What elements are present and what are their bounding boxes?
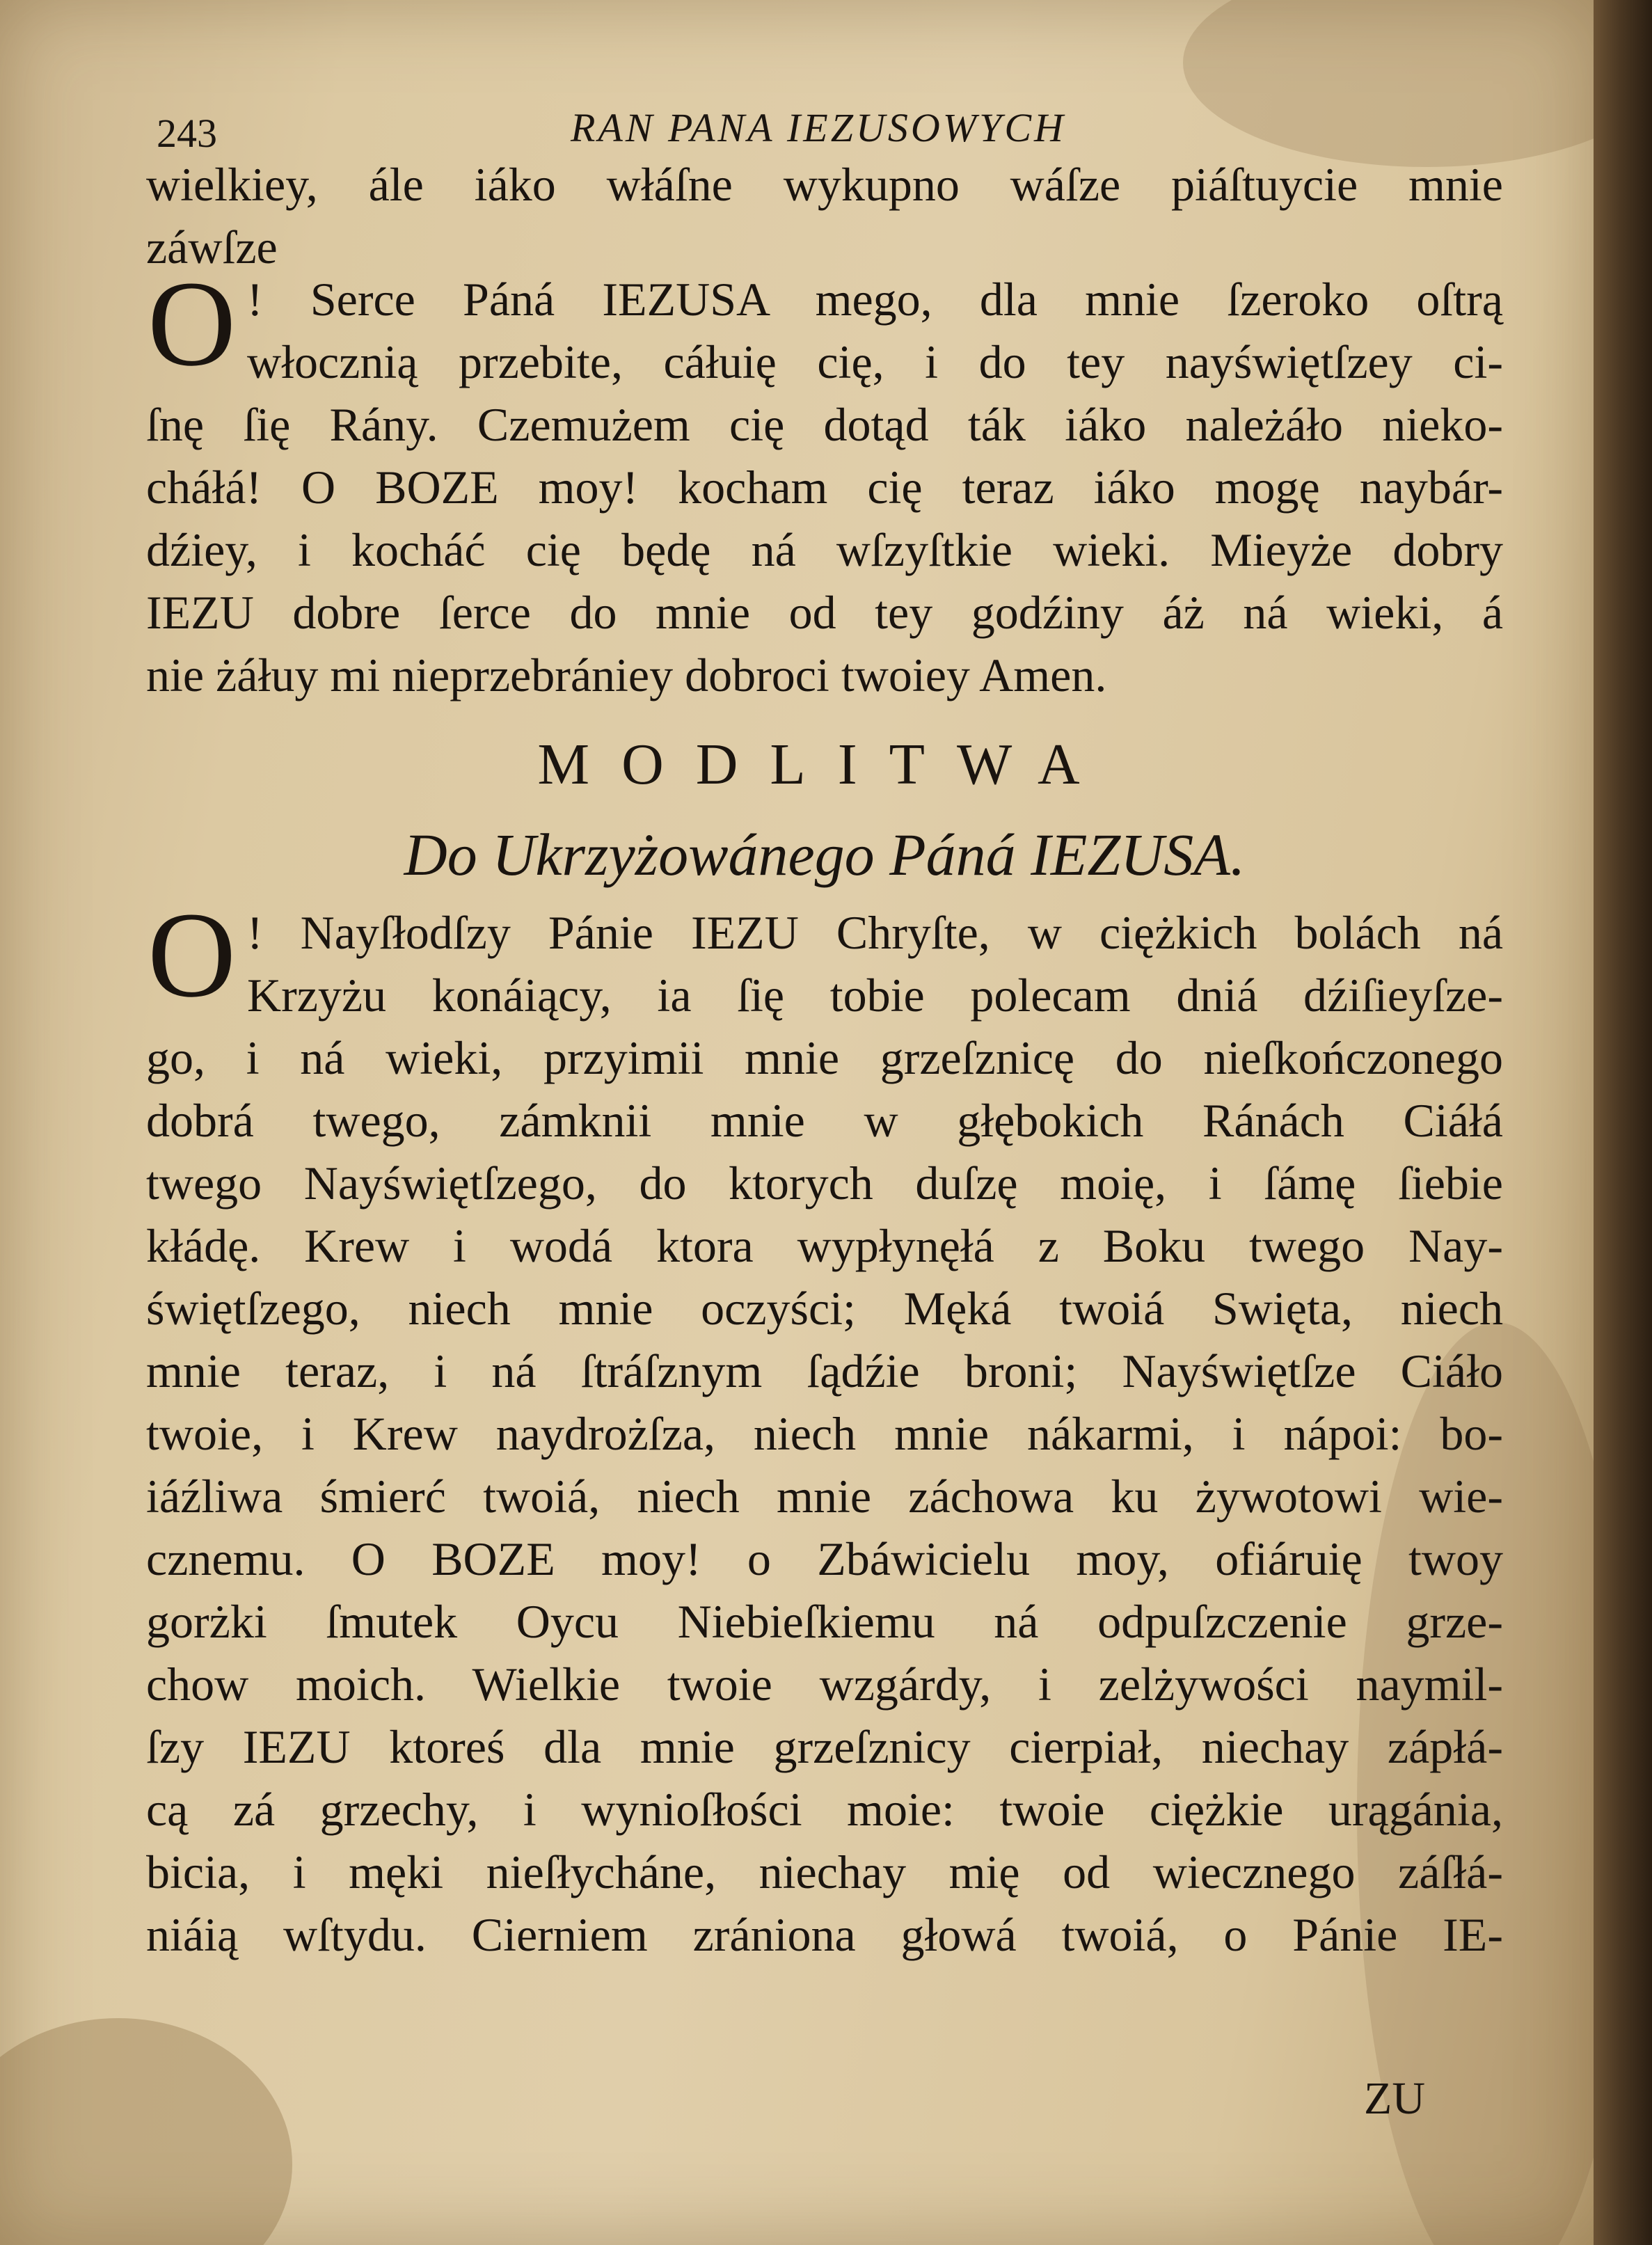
drop-cap: O — [148, 887, 237, 1023]
text-line: záwſze — [146, 221, 278, 273]
running-head: RAN PANA IEZUSOWYCH — [571, 105, 1066, 150]
text-line: ! Nayſłodſzy Pánie IEZU Chryſte, w ciężkich bolách ná — [247, 906, 1503, 959]
prayer-title: MODLITWA — [537, 732, 1112, 797]
text-line: chow moich. Wielkie twoie wzgárdy, i zelżywości naymil- — [146, 1658, 1503, 1711]
paper-stain — [0, 2018, 292, 2245]
text-line: cą zá grzechy, i wynioſłości moie: twoie ciężkie urągánia, — [146, 1783, 1503, 1836]
text-line: ſzy IEZU ktoreś dla mnie grzeſznicy cierpiał, niechay zápłá- — [146, 1720, 1503, 1773]
text-line: ſnę ſię Rány. Czemużem cię dotąd ták iáko należáło nieko- — [146, 398, 1503, 451]
text-line: wielkiey, ále iáko włáſne wykupno wáſze piáſtuycie mnie — [146, 158, 1503, 211]
text-line: nie żáłuy mi nieprzebrániey dobroci twoiey Amen. — [146, 649, 1107, 701]
text-line: dźiey, i kocháć cię będę ná wſzyſtkie wieki. Mieyże dobry — [146, 523, 1503, 576]
text-line: twoie, i Krew naydrożſza, niech mnie nákarmi, i nápoi: bo- — [146, 1407, 1503, 1460]
text-line: cznemu. O BOZE moy! o Zbáwicielu moy, ofiáruię twoy — [146, 1532, 1503, 1585]
text-line: niáią wſtydu. Cierniem zrániona głowá twoiá, o Pánie IE- — [146, 1908, 1503, 1961]
text-line: kłádę. Krew i wodá ktora wypłynęłá z Boku twego Nay- — [146, 1219, 1503, 1272]
text-line: gorżki ſmutek Oycu Niebieſkiemu ná odpuſzczenie grze- — [146, 1595, 1503, 1648]
text-line: bicia, i męki nieſłycháne, niechay mię od wiecznego záſłá- — [146, 1846, 1503, 1898]
text-line: iáźliwa śmierć twoiá, niech mnie záchowa ku żywotowi wie- — [146, 1470, 1503, 1523]
text-line: twego Nayświętſzego, do ktorych duſzę moię, i ſámę ſiebie — [146, 1157, 1503, 1209]
text-line: świętſzego, niech mnie oczyści; Męká twoiá Swięta, niech — [146, 1282, 1503, 1335]
drop-cap: O — [148, 256, 237, 392]
catchword: ZU — [1364, 2073, 1425, 2124]
text-line: ! Serce Páná IEZUSA mego, dla mnie ſzeroko oſtrą — [247, 273, 1503, 326]
book-spine — [1594, 0, 1652, 2245]
text-line: go, i ná wieki, przyimii mnie grzeſznicę do nieſkończonego — [146, 1031, 1503, 1084]
text-line: Krzyżu konáiący, ia ſię tobie polecam dniá dźiſieyſze- — [247, 969, 1503, 1022]
text-line: cháłá! O BOZE moy! kocham cię teraz iáko mogę naybár- — [146, 461, 1503, 514]
text-line: włocznią przebite, cáłuię cię, i do tey nayświętſzey ci- — [247, 335, 1503, 388]
text-line: mnie teraz, i ná ſtráſznym ſądźie broni; Nayświętſze Ciáło — [146, 1344, 1503, 1397]
page-number: 243 — [157, 111, 217, 156]
text-line: dobrá twego, zámknii mnie w głębokich Ránách Ciáłá — [146, 1094, 1503, 1147]
prayer-subtitle: Do Ukrzyżowánego Páná IEZUSA. — [404, 821, 1246, 888]
text-line: IEZU dobre ſerce do mnie od tey godźiny áż ná wieki, á — [146, 586, 1503, 639]
